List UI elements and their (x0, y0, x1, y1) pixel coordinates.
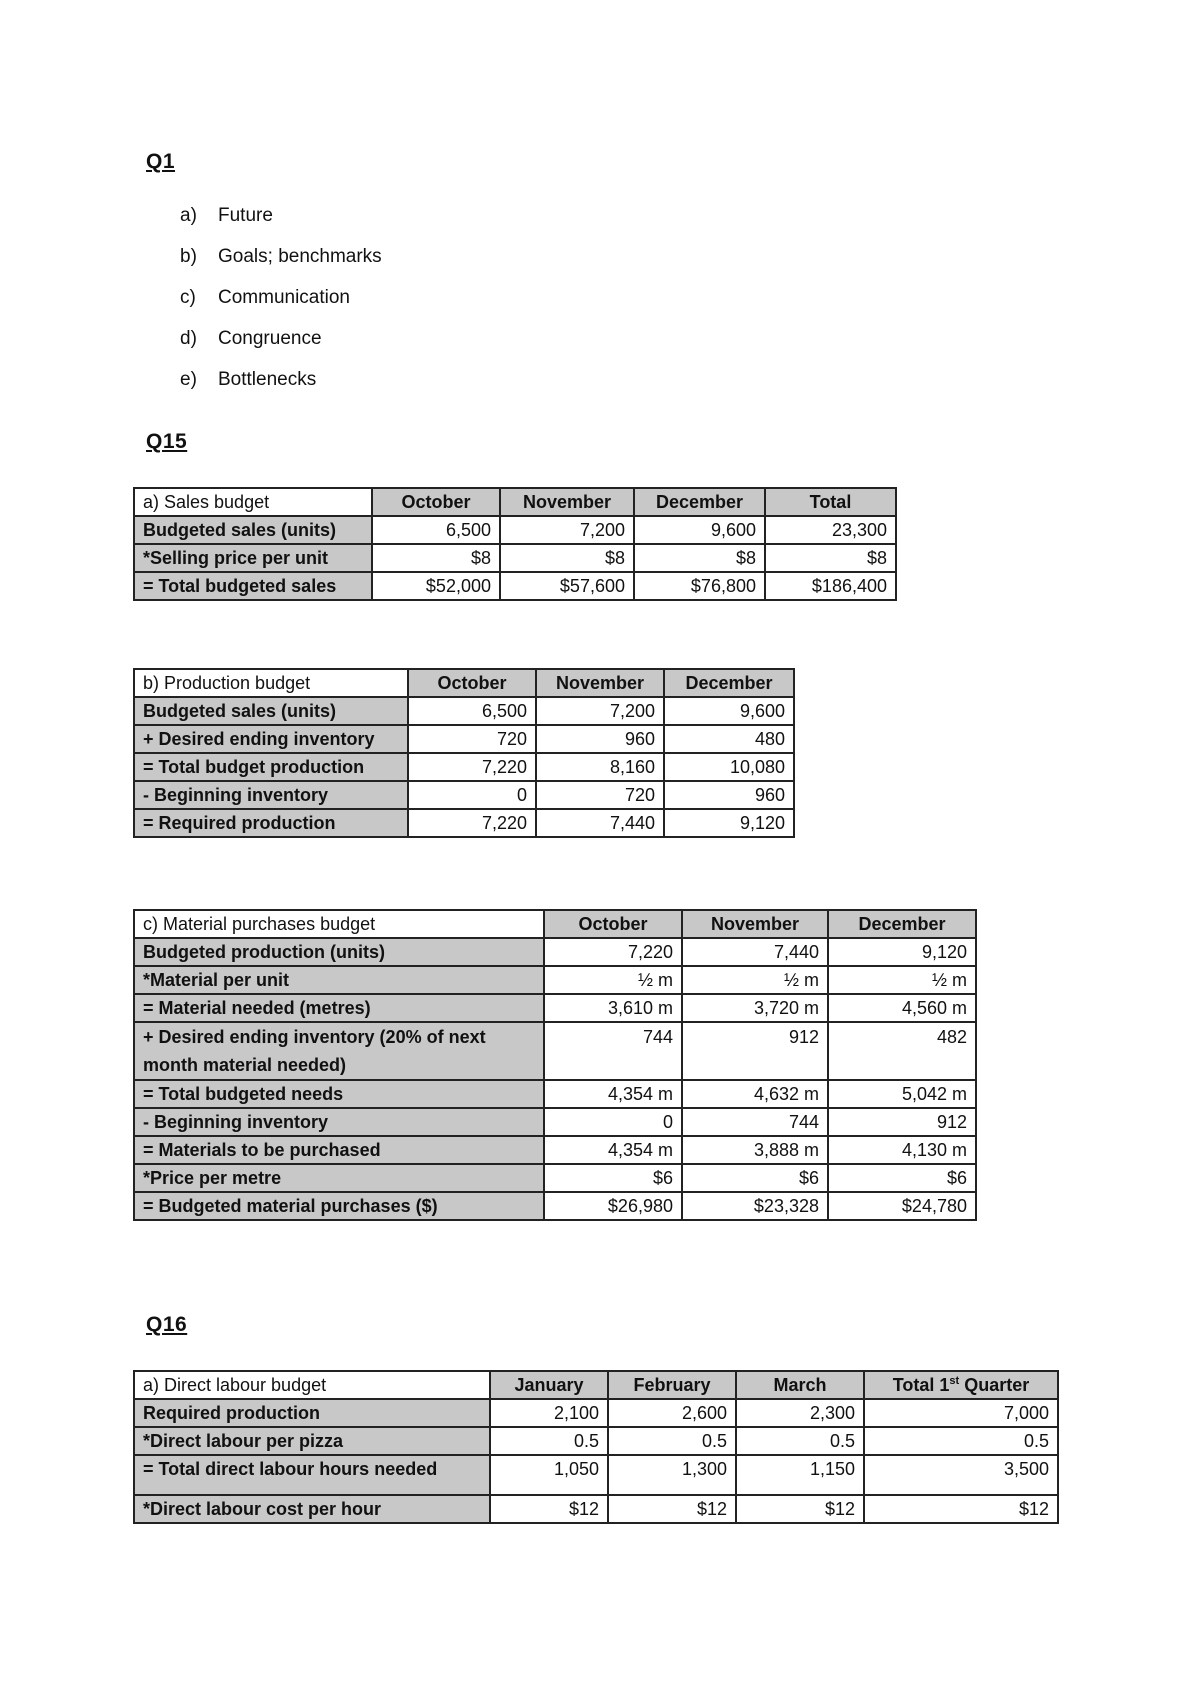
cell-value: 960 (536, 725, 664, 753)
production-budget-table (133, 668, 795, 838)
row-label: - Beginning inventory (134, 781, 408, 809)
cell-value: 7,000 (864, 1399, 1058, 1427)
item-text: Future (218, 205, 273, 226)
cell-value: $26,980 (544, 1192, 682, 1220)
list-item (180, 205, 382, 246)
sales-budget-table (133, 487, 897, 601)
table-title: c) Material purchases budget (134, 910, 544, 938)
cell-value: 9,120 (828, 938, 976, 966)
row-label: *Direct labour cost per hour (134, 1495, 490, 1523)
table-row (134, 544, 896, 572)
cell-value: $12 (490, 1495, 608, 1523)
cell-value: 744 (682, 1108, 828, 1136)
cell-value: 0 (408, 781, 536, 809)
row-label: + Desired ending inventory (134, 725, 408, 753)
column-header: February (608, 1371, 736, 1399)
cell-value: 1,050 (490, 1455, 608, 1495)
table-row (134, 725, 794, 753)
column-header: December (828, 910, 976, 938)
cell-value: $23,328 (682, 1192, 828, 1220)
q1-heading: Q1 (146, 150, 176, 173)
cell-value: 0.5 (736, 1427, 864, 1455)
cell-value: 8,160 (536, 753, 664, 781)
cell-value: $186,400 (765, 572, 896, 600)
cell-value: 4,354 m (544, 1080, 682, 1108)
row-label: + Desired ending inventory (20% of next month material needed) (134, 1022, 544, 1080)
table-row (134, 809, 794, 837)
cell-value: 7,440 (682, 938, 828, 966)
row-label: - Beginning inventory (134, 1108, 544, 1136)
table-row (134, 753, 794, 781)
table-row (134, 1164, 976, 1192)
cell-value: $12 (608, 1495, 736, 1523)
cell-value: 960 (664, 781, 794, 809)
cell-value: 4,354 m (544, 1136, 682, 1164)
item-text: Communication (218, 287, 350, 308)
row-label: Budgeted production (units) (134, 938, 544, 966)
row-label: *Material per unit (134, 966, 544, 994)
table-row (134, 1495, 1058, 1523)
table-row (134, 1427, 1058, 1455)
table-row (134, 1108, 976, 1136)
cell-value: $6 (544, 1164, 682, 1192)
list-item (180, 328, 382, 369)
row-label: = Total budget production (134, 753, 408, 781)
row-label: = Material needed (metres) (134, 994, 544, 1022)
cell-value: $12 (736, 1495, 864, 1523)
column-header: December (664, 669, 794, 697)
cell-value: 2,100 (490, 1399, 608, 1427)
cell-value: 7,200 (500, 516, 634, 544)
cell-value: 7,220 (544, 938, 682, 966)
q1-answer-list (180, 205, 382, 410)
row-label: *Direct labour per pizza (134, 1427, 490, 1455)
cell-value: 9,600 (664, 697, 794, 725)
table-title: a) Direct labour budget (134, 1371, 490, 1399)
list-item (180, 287, 382, 328)
cell-value: 9,120 (664, 809, 794, 837)
cell-value: 3,610 m (544, 994, 682, 1022)
cell-value: 5,042 m (828, 1080, 976, 1108)
table-row (134, 1455, 1058, 1495)
cell-value: 10,080 (664, 753, 794, 781)
item-text: Goals; benchmarks (218, 246, 382, 267)
column-header: January (490, 1371, 608, 1399)
cell-value: $52,000 (372, 572, 500, 600)
cell-value: 4,632 m (682, 1080, 828, 1108)
cell-value: 2,600 (608, 1399, 736, 1427)
cell-value: 744 (544, 1022, 682, 1080)
cell-value: $76,800 (634, 572, 765, 600)
table-header-row (134, 669, 794, 697)
table-row (134, 966, 976, 994)
row-label: = Total direct labour hours needed (134, 1455, 490, 1495)
item-letter: d) (180, 328, 197, 349)
row-label: Required production (134, 1399, 490, 1427)
list-item (180, 246, 382, 287)
table-header-row (134, 910, 976, 938)
item-letter: c) (180, 287, 196, 308)
item-letter: e) (180, 369, 197, 390)
row-label: = Materials to be purchased (134, 1136, 544, 1164)
column-header: December (634, 488, 765, 516)
cell-value: $57,600 (500, 572, 634, 600)
row-label: = Budgeted material purchases ($) (134, 1192, 544, 1220)
cell-value: 3,500 (864, 1455, 1058, 1495)
direct-labour-budget-table (133, 1370, 1059, 1524)
list-item (180, 369, 382, 410)
item-text: Congruence (218, 328, 322, 349)
cell-value: 6,500 (372, 516, 500, 544)
cell-value: 480 (664, 725, 794, 753)
item-text: Bottlenecks (218, 369, 317, 390)
table-title: a) Sales budget (134, 488, 372, 516)
cell-value: 720 (408, 725, 536, 753)
cell-value: 0 (544, 1108, 682, 1136)
column-header: Total (765, 488, 896, 516)
cell-value: $8 (500, 544, 634, 572)
cell-value: 23,300 (765, 516, 896, 544)
q15-heading: Q15 (146, 430, 188, 453)
row-label: Budgeted sales (units) (134, 697, 408, 725)
table-row (134, 1080, 976, 1108)
total-col-prefix: Total 1 (892, 1375, 950, 1395)
cell-value: 3,720 m (682, 994, 828, 1022)
cell-value: 4,560 m (828, 994, 976, 1022)
table-row (134, 1136, 976, 1164)
row-label: = Required production (134, 809, 408, 837)
table-row (134, 1022, 976, 1080)
table-row (134, 1192, 976, 1220)
cell-value: $8 (634, 544, 765, 572)
total-col-suffix: Quarter (959, 1375, 1030, 1395)
cell-value: 720 (536, 781, 664, 809)
table-header-row (134, 488, 896, 516)
cell-value: 912 (682, 1022, 828, 1080)
cell-value: 1,300 (608, 1455, 736, 1495)
table-row (134, 781, 794, 809)
table-row (134, 697, 794, 725)
cell-value: $24,780 (828, 1192, 976, 1220)
column-header: November (682, 910, 828, 938)
cell-value: 7,220 (408, 809, 536, 837)
table-row (134, 938, 976, 966)
table-title: b) Production budget (134, 669, 408, 697)
item-letter: a) (180, 205, 197, 226)
cell-value: ½ m (544, 966, 682, 994)
table-row (134, 572, 896, 600)
cell-value: 0.5 (608, 1427, 736, 1455)
row-label: Budgeted sales (units) (134, 516, 372, 544)
cell-value: $8 (372, 544, 500, 572)
cell-value: $6 (828, 1164, 976, 1192)
cell-value: 6,500 (408, 697, 536, 725)
cell-value: 482 (828, 1022, 976, 1080)
table-row (134, 1399, 1058, 1427)
column-header-total (864, 1371, 1058, 1399)
item-letter: b) (180, 246, 197, 267)
column-header: October (372, 488, 500, 516)
row-label: = Total budgeted sales (134, 572, 372, 600)
cell-value: $6 (682, 1164, 828, 1192)
cell-value: 7,200 (536, 697, 664, 725)
cell-value: $8 (765, 544, 896, 572)
cell-value: 9,600 (634, 516, 765, 544)
column-header: November (536, 669, 664, 697)
cell-value: 7,220 (408, 753, 536, 781)
cell-value: 7,440 (536, 809, 664, 837)
row-label: *Price per metre (134, 1164, 544, 1192)
cell-value: 3,888 m (682, 1136, 828, 1164)
column-header: October (408, 669, 536, 697)
cell-value: $12 (864, 1495, 1058, 1523)
cell-value: 4,130 m (828, 1136, 976, 1164)
cell-value: 0.5 (864, 1427, 1058, 1455)
table-header-row (134, 1371, 1058, 1399)
material-purchases-budget-table (133, 909, 977, 1221)
table-row (134, 516, 896, 544)
column-header: March (736, 1371, 864, 1399)
cell-value: 1,150 (736, 1455, 864, 1495)
column-header: October (544, 910, 682, 938)
cell-value: 0.5 (490, 1427, 608, 1455)
cell-value: ½ m (828, 966, 976, 994)
row-label: = Total budgeted needs (134, 1080, 544, 1108)
cell-value: 912 (828, 1108, 976, 1136)
row-label: *Selling price per unit (134, 544, 372, 572)
table-row (134, 994, 976, 1022)
q16-heading: Q16 (146, 1313, 188, 1336)
cell-value: 2,300 (736, 1399, 864, 1427)
cell-value: ½ m (682, 966, 828, 994)
total-col-sup: st (949, 1375, 960, 1387)
column-header: November (500, 488, 634, 516)
